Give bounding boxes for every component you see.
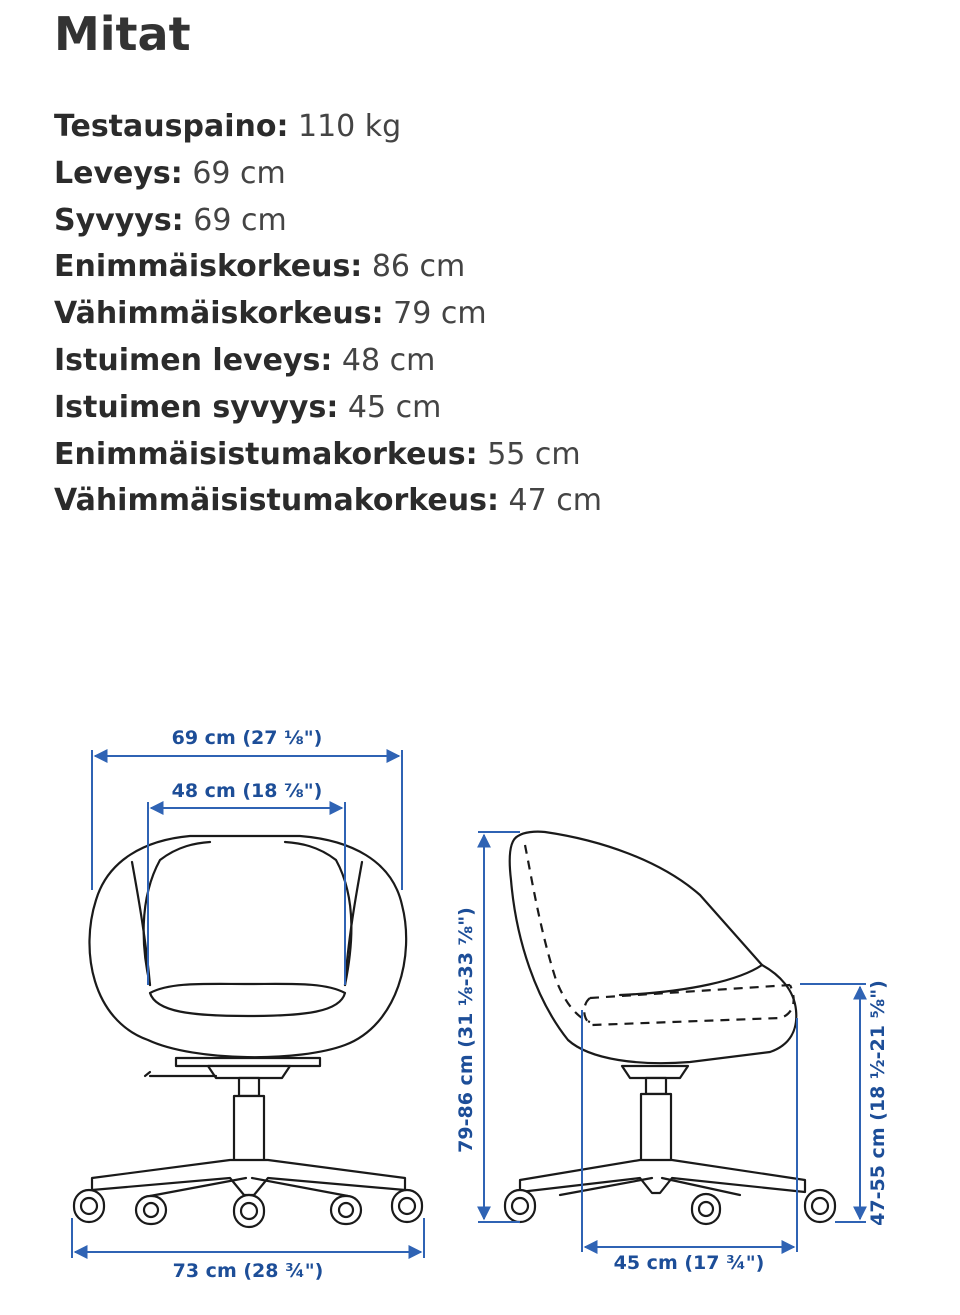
dimension-drawing: [0, 700, 960, 1315]
spec-max-height: [54, 244, 602, 291]
seat-depth-label: 45 cm (17 ¾"): [613, 1252, 765, 1274]
spec-label: Istuimen syvyys:: [54, 389, 339, 425]
spec-min-seat-height: [54, 478, 602, 525]
spec-label: Istuimen leveys:: [54, 342, 333, 378]
overall-width-label: 69 cm (27 ⅛"): [171, 727, 323, 749]
height-dimension: [455, 832, 520, 1222]
spec-label: Enimmäisistumakorkeus:: [54, 436, 478, 472]
spec-max-seat-height: [54, 432, 602, 479]
seat-height-dimension: [800, 980, 889, 1226]
caster: [505, 1190, 535, 1222]
caster: [136, 1196, 166, 1224]
spec-value: 79 cm: [393, 296, 487, 332]
spec-value: 69 cm: [192, 155, 286, 191]
spec-value: 47 cm: [508, 483, 602, 519]
spec-test-weight: [54, 104, 602, 151]
spec-value: 69 cm: [193, 202, 287, 238]
base-width-label: 73 cm (28 ¾"): [172, 1260, 324, 1282]
front-view-chair: [74, 836, 422, 1227]
spec-depth: [54, 198, 602, 245]
spec-width: [54, 151, 602, 198]
spec-min-height: [54, 291, 602, 338]
seat-width-label: 48 cm (18 ⅞"): [171, 780, 323, 802]
caster: [692, 1194, 720, 1224]
caster: [331, 1196, 361, 1224]
spec-seat-width: [54, 338, 602, 385]
spec-seat-depth: [54, 385, 602, 432]
spec-label: Vähimmäiskorkeus:: [54, 296, 384, 332]
spec-label: Vähimmäisistumakorkeus:: [54, 483, 499, 519]
dimension-list: [54, 104, 602, 525]
spec-label: Enimmäiskorkeus:: [54, 249, 363, 285]
spec-label: Leveys:: [54, 155, 183, 191]
seat-height-label: 47-55 cm (18 ½-21 ⅝"): [867, 980, 889, 1226]
caster: [74, 1190, 104, 1222]
page-title: Mitat: [54, 7, 191, 61]
caster: [805, 1190, 835, 1222]
side-view-chair: [505, 832, 835, 1224]
spec-value: 55 cm: [487, 436, 581, 472]
caster: [392, 1190, 422, 1222]
spec-label: Testauspaino:: [54, 109, 289, 144]
height-label: 79-86 cm (31 ⅛-33 ⅞"): [455, 907, 477, 1153]
spec-value: 110 kg: [298, 109, 402, 144]
spec-value: 45 cm: [347, 389, 442, 425]
spec-value: 86 cm: [371, 249, 466, 285]
spec-label: Syvyys:: [54, 202, 184, 238]
spec-value: 48 cm: [341, 342, 436, 378]
caster: [234, 1195, 264, 1227]
